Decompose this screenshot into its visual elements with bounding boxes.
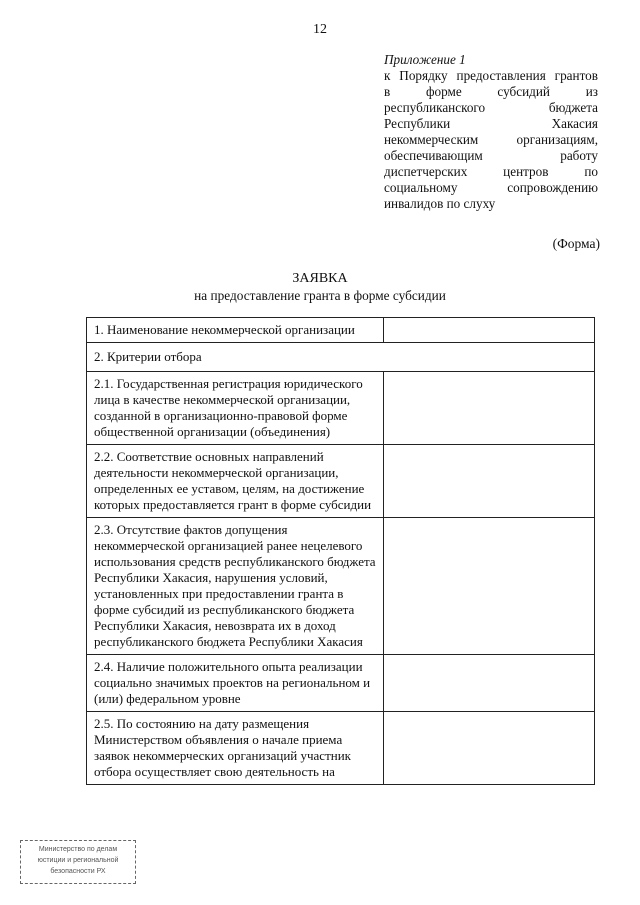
appendix-line: обеспечивающим работу — [384, 148, 598, 163]
stamp-line: Министерство по делам — [38, 846, 118, 853]
document-heading — [0, 270, 640, 304]
table-row — [87, 655, 595, 712]
row-value-cell[interactable] — [384, 518, 595, 655]
appendix-line: Республики Хакасия — [384, 116, 598, 131]
row-label: 1. Наименование некоммерческой организации — [87, 318, 384, 343]
appendix-title: Приложение 1 — [384, 52, 466, 67]
ministry-stamp — [20, 840, 136, 884]
row-value-cell[interactable] — [384, 445, 595, 518]
stamp-line: юстиции и региональной — [37, 857, 119, 864]
row-label: 2.1. Государственная регистрация юридического лица в качестве некоммерческой организации, созданной в организационно-правовой форме общественной организации (объединения) — [87, 372, 384, 445]
table-row — [87, 445, 595, 518]
table-row — [87, 318, 595, 343]
section-header-cell: 2. Критерии отбора — [87, 343, 595, 372]
table-row — [87, 343, 595, 372]
table-row — [87, 712, 595, 785]
form-label: (Форма) — [552, 236, 600, 251]
document-subtitle: на предоставление гранта в форме субсидии — [194, 288, 446, 303]
appendix-line: диспетчерских центров по — [384, 164, 598, 179]
appendix-header — [384, 52, 598, 212]
row-label: 2.3. Отсутствие фактов допущения некоммерческой организацией ранее нецелевого использования средств республиканского бюджета Республики Хакасия, нарушения условий, установленных при предоставлении гранта в форме субсидий из республиканского бюджета Республики Хакасия, невозврата их в доход республиканского бюджета Республики Хакасия — [87, 518, 384, 655]
appendix-line: к Порядку предоставления грантов — [384, 68, 598, 83]
row-value-cell[interactable] — [384, 372, 595, 445]
document-title: ЗАЯВКА — [292, 271, 348, 286]
row-label: 2.5. По состоянию на дату размещения Министерством объявления о начале приема заявок некоммерческих организаций участник отбора осуществляет свою деятельность на — [87, 712, 384, 785]
stamp-line: безопасности РХ — [50, 868, 106, 875]
row-value-cell[interactable] — [384, 318, 595, 343]
table-row — [87, 518, 595, 655]
page-number: 12 — [313, 22, 327, 37]
application-table — [86, 317, 595, 785]
row-label: 2.4. Наличие положительного опыта реализации социально значимых проектов на региональном и (или) федеральном уровне — [87, 655, 384, 712]
appendix-line: некоммерческим организациям, — [384, 132, 598, 147]
row-value-cell[interactable] — [384, 712, 595, 785]
row-label: 2.2. Соответствие основных направлений деятельности некоммерческой организации, определенных ее уставом, целям, на достижение которых предоставляется грант в форме субсидии — [87, 445, 384, 518]
appendix-line: социальному сопровождению — [384, 180, 598, 195]
appendix-line: инвалидов по слуху — [384, 196, 496, 211]
appendix-line: республиканского бюджета — [384, 100, 598, 115]
row-value-cell[interactable] — [384, 655, 595, 712]
appendix-line: в форме субсидий из — [384, 84, 598, 99]
table-row — [87, 372, 595, 445]
